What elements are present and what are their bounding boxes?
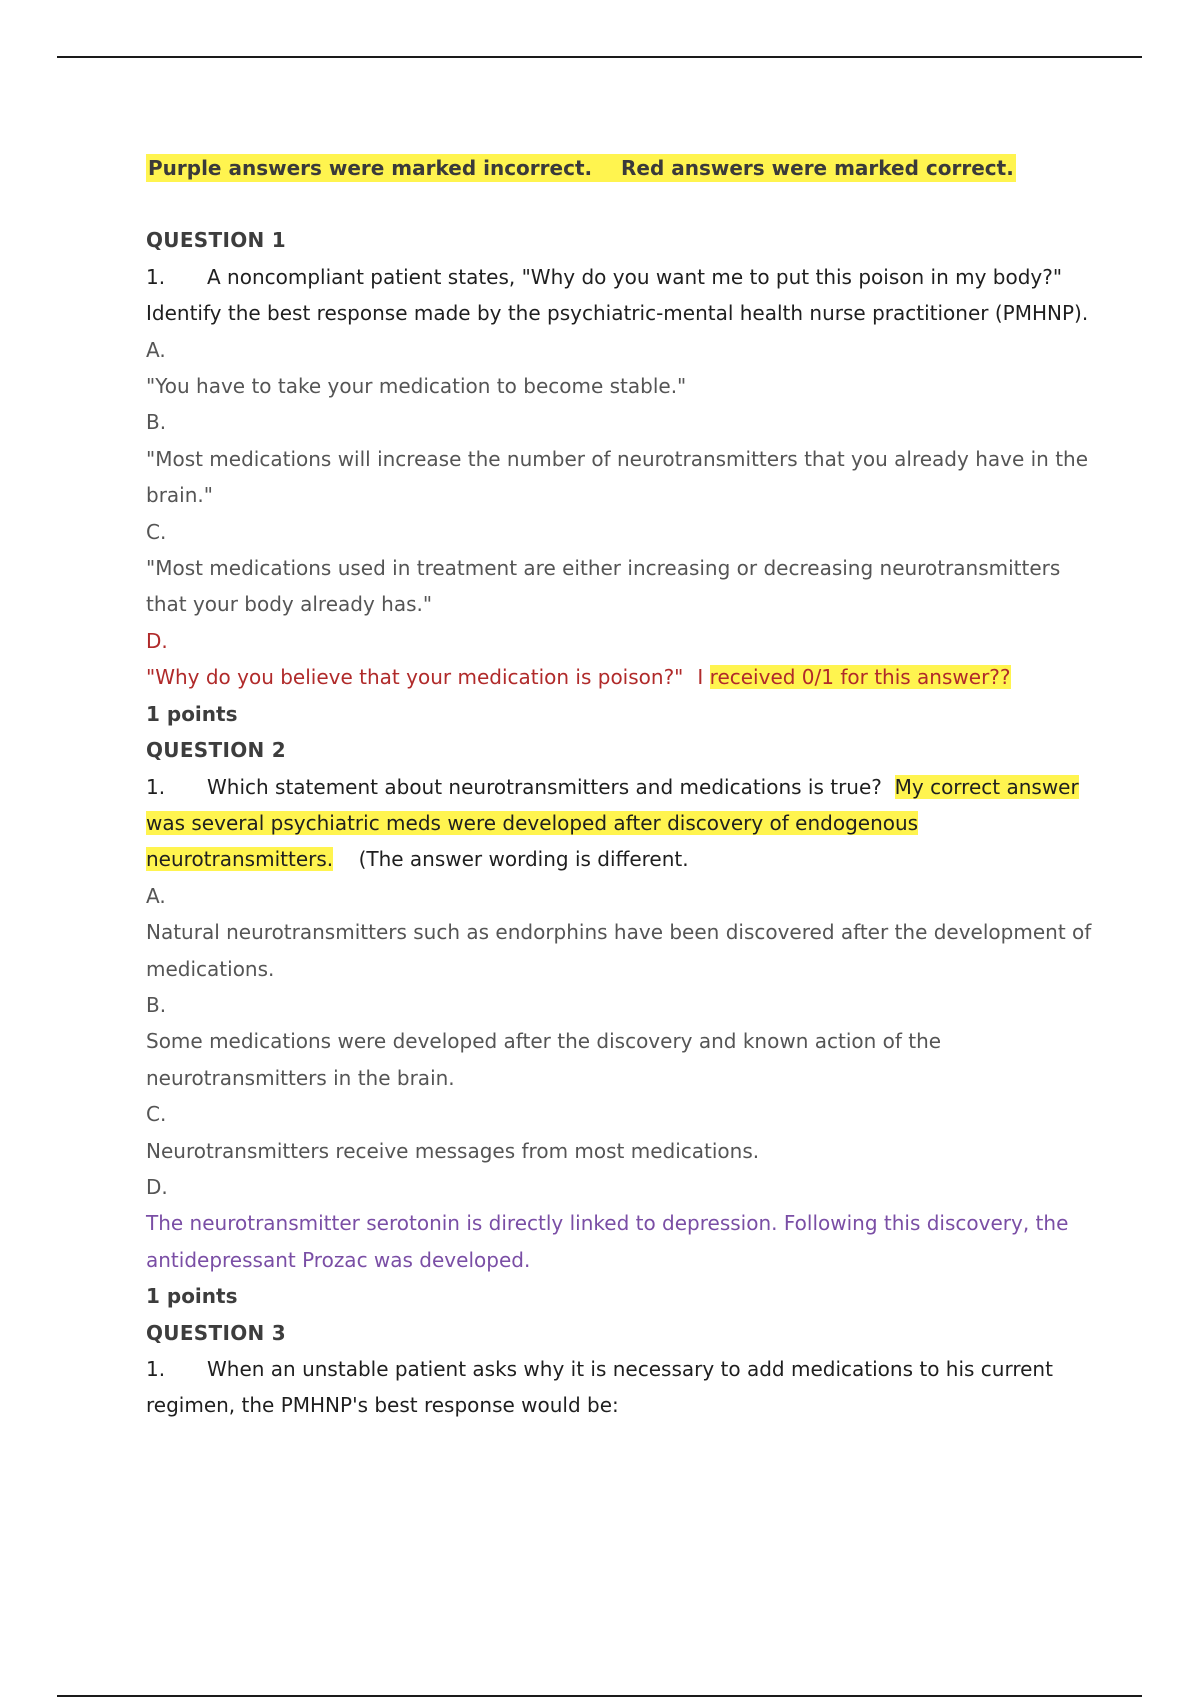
option-letter-c: C. — [146, 1102, 167, 1127]
question-heading: QUESTION 1 — [146, 228, 287, 253]
question-stem — [146, 259, 1096, 332]
option-letter-c: C. — [146, 519, 167, 544]
option-text-a: Natural neurotransmitters such as endorphins have been discovered after the development of medications. — [146, 920, 1092, 981]
legend-correct-note: Red answers were marked correct. — [621, 156, 1014, 180]
option-letter-a: A. — [146, 883, 166, 908]
option-letter-a: A. — [146, 337, 166, 362]
points-label: 1 points — [146, 701, 238, 726]
option-text-d: The neurotransmitter serotonin is directly linked to depression. Following this discovery, the antidepressant Prozac was developed. — [146, 1211, 1069, 1272]
option-letter-d: D. — [146, 628, 168, 653]
option-text-b: Some medications were developed after the discovery and known action of the neurotransmitters in the brain. — [146, 1029, 942, 1090]
option-text-b: "Most medications will increase the number of neurotransmitters that you already have in the brain." — [146, 446, 1089, 508]
stem-number: 1. — [146, 264, 166, 289]
question-stem — [146, 1351, 1096, 1424]
legend-incorrect-note: Purple answers were marked incorrect. — [148, 156, 593, 180]
stem-number: 1. — [146, 774, 166, 799]
option-text-d-line — [146, 659, 1096, 695]
question-1 — [146, 222, 1096, 732]
option-letter-b: B. — [146, 410, 167, 435]
comment-highlight: received 0/1 for this answer?? — [709, 665, 1011, 690]
stem-text: A noncompliant patient states, "Why do you want me to put this poison in my body?" Identify the best response made by the psychiatric-mental health nurse practitioner (PMHNP). — [146, 264, 1089, 326]
option-letter-b: B. — [146, 992, 167, 1017]
option-letter-d: D. — [146, 1174, 168, 1199]
stem-note: (The answer wording is different. — [358, 847, 689, 872]
question-stem — [146, 769, 1096, 878]
legend-spacer — [594, 154, 619, 182]
stem-number: 1. — [146, 1357, 166, 1381]
points-label: 1 points — [146, 1284, 238, 1309]
top-rule — [57, 56, 1142, 58]
question-3 — [146, 1315, 1096, 1424]
stem-highlight-note: My correct answer was several psychiatric meds were developed after discovery of endogenous neurotransmitters. — [146, 774, 1079, 872]
option-text-c: Neurotransmitters receive messages from most medications. — [146, 1138, 760, 1163]
option-text-c: "Most medications used in treatment are either increasing or decreasing neurotransmitters that your body already has." — [146, 556, 1061, 617]
option-text-d: "Why do you believe that your medication is poison?" — [146, 665, 684, 690]
stem-text: Which statement about neurotransmitters and medications is true? — [207, 774, 882, 799]
question-heading: QUESTION 3 — [146, 1320, 287, 1345]
stem-text: When an unstable patient asks why it is necessary to add medications to his current regimen, the PMHNP's best response would be: — [146, 1357, 1053, 1418]
comment-prefix: I — [697, 665, 704, 690]
document-body — [146, 150, 1096, 1424]
question-heading: QUESTION 2 — [146, 738, 287, 763]
legend-banner — [146, 150, 1096, 186]
option-text-a: "You have to take your medication to become stable." — [146, 374, 687, 399]
bottom-rule — [57, 1695, 1142, 1697]
question-2 — [146, 732, 1096, 1315]
